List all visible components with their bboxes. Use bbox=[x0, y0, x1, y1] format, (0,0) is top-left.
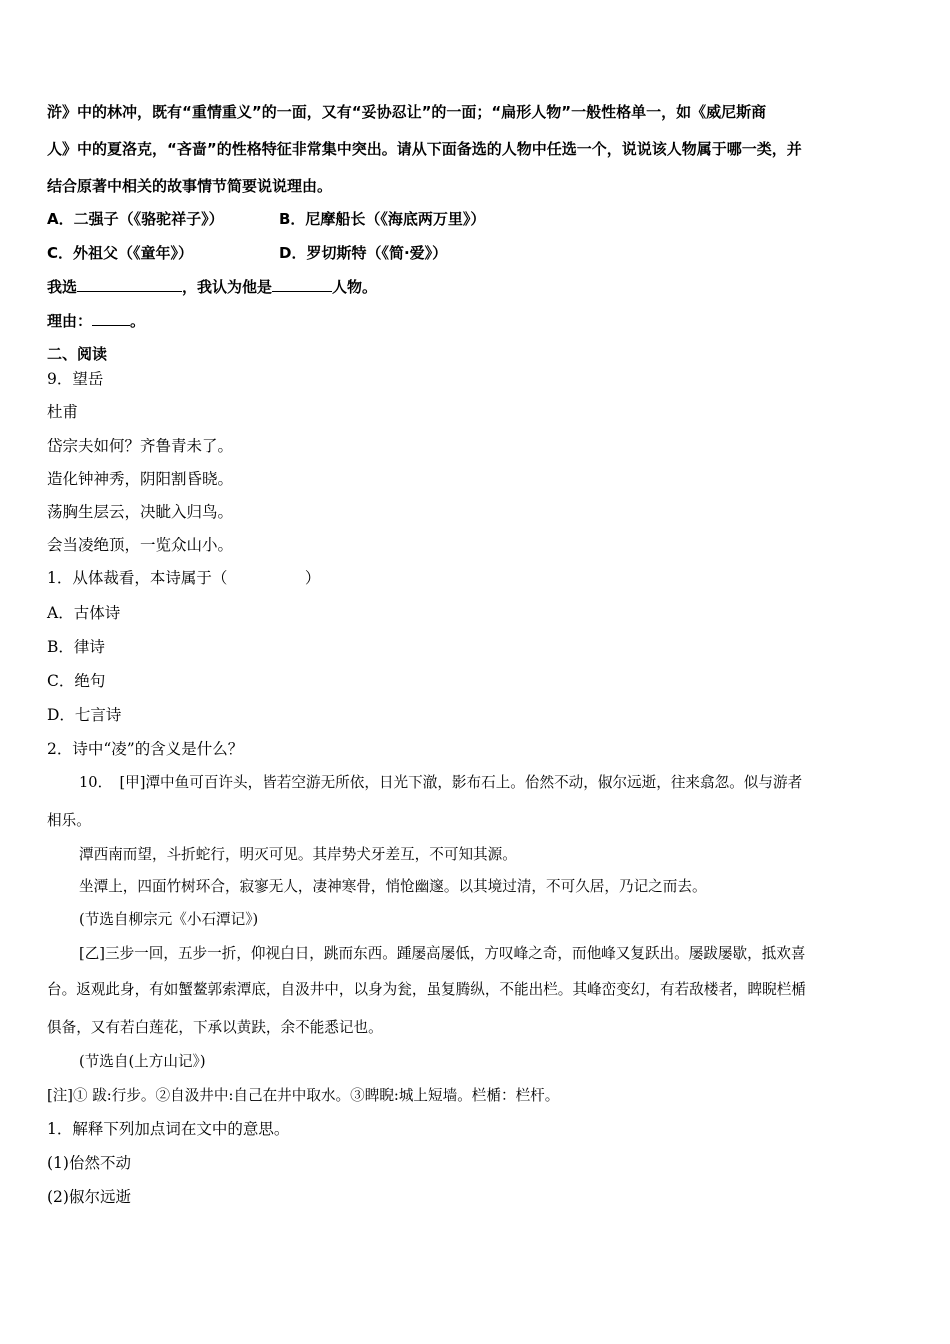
q10-passage-line: 俱备，又有若白莲花，下承以黄趺，余不能悉记也。 bbox=[47, 1019, 383, 1036]
q10-passage-line: [乙]三步一回，五步一折，仰视白日，跳而东西。踵屡高屡低，方叹峰之奇，而他峰又复跃出。屡跋屡歇，抵欢喜 bbox=[79, 945, 806, 962]
q10-passage-line: 相乐。 bbox=[47, 812, 91, 829]
blank-line[interactable] bbox=[77, 277, 182, 292]
option-c: C．外祖父（《童年》） bbox=[47, 244, 194, 262]
q9-title: 9．望岳 bbox=[47, 370, 104, 388]
q10-source: (节选自(上方山记》) bbox=[79, 1053, 206, 1070]
option-d: D．罗切斯特（《简·爱》） bbox=[279, 244, 448, 262]
fill-text: ，我认为他是 bbox=[182, 278, 273, 296]
q10-passage-line: 坐潭上，四面竹树环合，寂寥无人，凄神寒骨，悄怆幽邃。以其境过清，不可久居，乃记之而去。 bbox=[79, 878, 707, 895]
q9-option: B．律诗 bbox=[47, 638, 105, 656]
q10-item: (2)俶尔远逝 bbox=[47, 1188, 131, 1206]
q10-sub1: 1．解释下列加点词在文中的意思。 bbox=[47, 1120, 290, 1138]
q9-option: D．七言诗 bbox=[47, 706, 122, 724]
option-a: A．二强子（《骆驼祥子》） bbox=[47, 210, 224, 228]
blank-line[interactable] bbox=[92, 311, 130, 326]
reason-end: 。 bbox=[130, 312, 146, 330]
q8-text-line: 浒》中的林冲，既有“重情重义”的一面，又有“妥协忍让”的一面；“扁形人物”一般性格单一，如《威尼斯商 bbox=[47, 103, 767, 121]
q8-text-line: 结合原著中相关的故事情节简要说说理由。 bbox=[47, 177, 333, 195]
q10-passage-line: 台。返观此身，有如蟹鳌郭索潭底，自汲井中，以身为瓮，虽复腾纵，不能出栏。其峰峦变幻，有若敌楼者，睥睨栏楯 bbox=[47, 981, 806, 998]
poem-line: 造化钟神秀，阴阳割昏晓。 bbox=[47, 470, 234, 488]
poem-line: 会当凌绝顶，一览众山小。 bbox=[47, 536, 234, 554]
q8-options-cd bbox=[47, 243, 447, 263]
q9-sub1: 1．从体裁看，本诗属于（ ） bbox=[47, 569, 321, 587]
q9-option: A．古体诗 bbox=[47, 604, 121, 622]
q10-source: (节选自柳宗元《小石潭记》) bbox=[79, 911, 259, 928]
q8-text-line: 人》中的夏洛克，“吝啬”的性格特征非常集中突出。请从下面备选的人物中任选一个，说说该人物属于哪一类，并 bbox=[47, 140, 802, 158]
q9-sub2: 2．诗中“凌”的含义是什么？ bbox=[47, 740, 244, 758]
fill-text: 我选 bbox=[47, 278, 78, 296]
poem-line: 荡胸生层云，决眦入归鸟。 bbox=[47, 503, 234, 521]
q10-note: [注]① 跋:行步。②自汲井中:自己在井中取水。③睥睨:城上短墙。栏楯：栏杆。 bbox=[47, 1087, 560, 1104]
fill-text: 人物。 bbox=[332, 278, 378, 296]
q8-options-ab bbox=[47, 209, 485, 229]
q10-passage-line: 10． [甲]潭中鱼可百许头，皆若空游无所依，日光下澈，影布石上。佁然不动，俶尔远逝，往来翕忽。似与游者 bbox=[79, 774, 803, 791]
q10-item: (1)佁然不动 bbox=[47, 1154, 131, 1172]
section-heading: 二、阅读 bbox=[47, 345, 108, 363]
poem-line: 岱宗夫如何？齐鲁青未了。 bbox=[47, 437, 234, 455]
q10-passage-line: 潭西南而望，斗折蛇行，明灭可见。其岸势犬牙差互，不可知其源。 bbox=[79, 846, 517, 863]
q9-option: C．绝句 bbox=[47, 672, 106, 690]
q9-author: 杜甫 bbox=[47, 403, 79, 421]
reason-label: 理由： bbox=[47, 312, 93, 330]
q8-reason-line bbox=[47, 311, 145, 331]
option-b: B．尼摩船长（《海底两万里》） bbox=[279, 210, 486, 228]
blank-line[interactable] bbox=[272, 277, 332, 292]
q8-fill-line bbox=[47, 277, 377, 297]
